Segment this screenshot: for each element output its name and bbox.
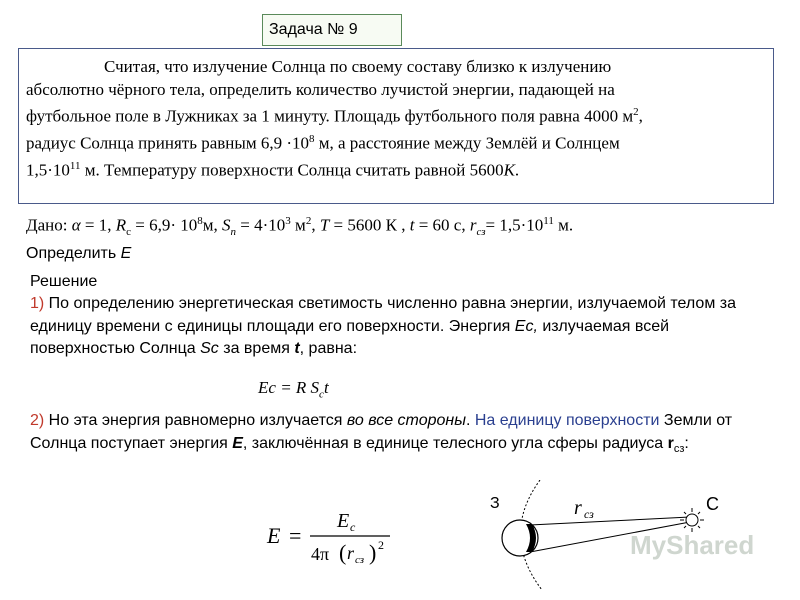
distance-label: r bbox=[574, 497, 582, 519]
formula-den-sub: сз bbox=[355, 554, 365, 566]
svg-text:): ) bbox=[369, 540, 377, 565]
formula-e bbox=[265, 505, 405, 567]
equation-energy: Ес = R $S_ct$ bbox=[258, 378, 329, 401]
watermark: MyShared bbox=[630, 530, 755, 560]
task-title: Задача № 9 bbox=[262, 14, 402, 46]
solution-step-1: 1) По определению энергетическая светимость численно равна энергии, излучаемой телом за единицу времени с единицы площади его поверхности. Энергия Ес, излучаемая всей поверхностью Солнца Sс за время t, равна: bbox=[30, 295, 737, 357]
solution-step-2: 2) Но эта энергия равномерно излучается во все стороны. На единицу поверхности Земли от Солнца поступает энергия Е, заключённая в единице телесного угла сферы радиуса $r_{сз}$: bbox=[30, 412, 733, 455]
ray-top bbox=[530, 517, 690, 525]
problem-line-5: $1,5\cdot 10^{11}$ м. Температуру поверхности Солнца считать равной 5600К. bbox=[26, 160, 520, 180]
formula-num-sub: c bbox=[350, 520, 356, 534]
distance-sub: сз bbox=[584, 507, 594, 521]
sun-label: С bbox=[706, 494, 719, 514]
problem-line-1: Считая, что излучение Солнца по своему составу близко к излучению bbox=[104, 57, 612, 76]
solution-label: Решение bbox=[30, 273, 98, 290]
formula-lhs: E bbox=[267, 523, 281, 548]
svg-text:(: ( bbox=[339, 540, 347, 565]
find-line: Определить E bbox=[26, 245, 132, 262]
formula-num: E bbox=[337, 510, 350, 532]
problem-text bbox=[26, 56, 770, 182]
formula-den-sup: 2 bbox=[378, 538, 384, 552]
sun-circle bbox=[686, 514, 698, 526]
problem-line-3: футбольное поле в Лужниках за 1 минуту. Площадь футбольного поля равна 4000 $м^2$, bbox=[26, 106, 643, 126]
earth-label: З bbox=[490, 495, 500, 512]
formula-den-r: r bbox=[347, 543, 355, 563]
problem-line-2: абсолютно чёрного тела, определить количество лучистой энергии, падающей на bbox=[26, 79, 615, 99]
formula-eq: = bbox=[289, 523, 302, 548]
problem-line-4: радиус Солнца принять равным $6,9 \cdot 10^8$ м, а расстояние между Землёй и Солнцем bbox=[26, 133, 620, 153]
formula-den-a: 4π bbox=[311, 544, 330, 564]
given-line: Дано: α = 1, $R_c = 6,9\cdot 10^8м$, $S_п = 4\cdot 10^3$ $м^2$, T = 5600 К , t = 60 с, $r_{сз}= 1,5\cdot 10^{11}$ м. bbox=[26, 215, 574, 239]
